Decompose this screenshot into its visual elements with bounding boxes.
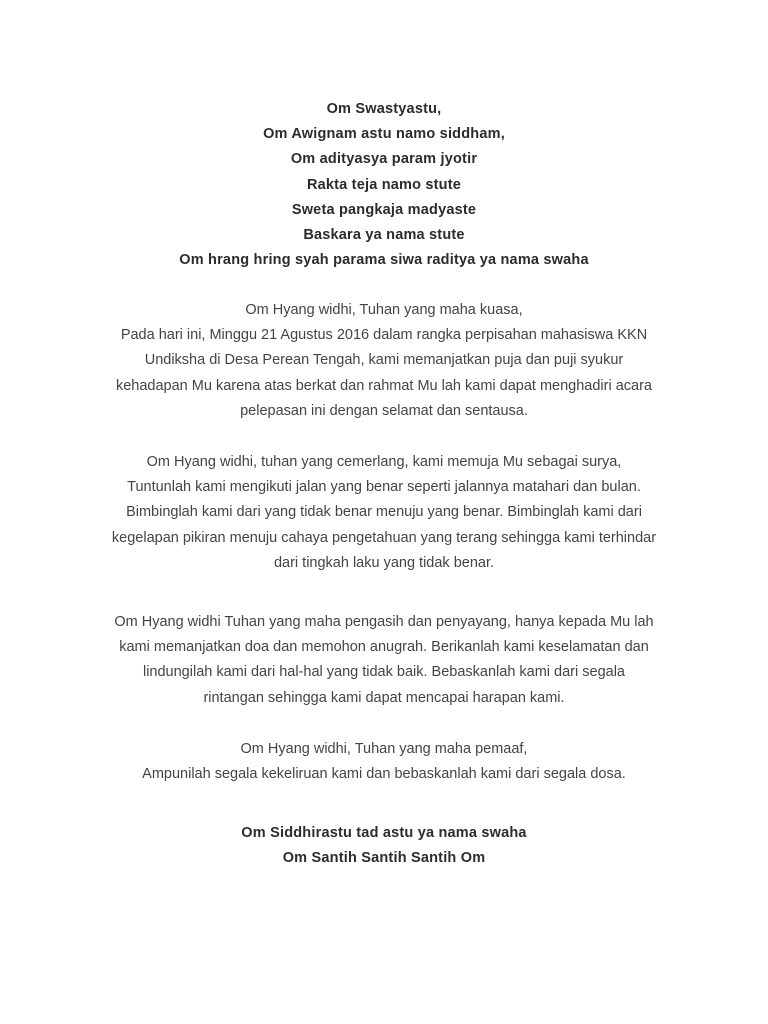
paragraph-4: [60, 737, 708, 787]
opening-line: Baskara ya nama stute: [303, 227, 465, 244]
paragraph-line: Pada hari ini, Minggu 21 Agustus 2016 dalam rangka perpisahan mahasiswa KKN: [120, 327, 648, 344]
paragraph-line: Om Hyang widhi, Tuhan yang maha kuasa,: [245, 302, 523, 318]
paragraph-line: pelepasan ini dengan selamat dan sentausa.: [240, 402, 528, 419]
closing-mantra: [60, 821, 708, 871]
paragraph-3: [60, 610, 708, 711]
opening-line: Rakta teja namo stute: [306, 176, 462, 193]
closing-line: Om Siddhirastu tad astu ya nama swaha: [241, 825, 527, 841]
paragraph-line: Ampunilah segala kekeliruan kami dan bebaskanlah kami dari segala dosa.: [142, 766, 626, 783]
opening-mantra: [60, 97, 708, 273]
paragraph-line: dari tingkah laku yang tidak benar.: [273, 554, 495, 571]
closing-line: Om Santih Santih Santih Om: [282, 850, 486, 867]
paragraph-line: Om Hyang widhi Tuhan yang maha pengasih dan penyayang, hanya kepada Mu lah: [114, 614, 654, 630]
paragraph-line: lindungilah kami dari hal-hal yang tidak baik. Bebaskanlah kami dari segala: [142, 664, 625, 681]
opening-line: Om hrang hring syah parama siwa raditya ya nama swaha: [179, 252, 589, 269]
paragraph-2: [60, 450, 708, 576]
paragraph-line: Bimbinglah kami dari yang tidak benar menuju yang benar. Bimbinglah kami dari: [126, 504, 642, 521]
paragraph-line: Om Hyang widhi, Tuhan yang maha pemaaf,: [240, 741, 528, 757]
paragraph-line: Undiksha di Desa Perean Tengah, kami memanjatkan puja dan puji syukur: [144, 352, 624, 369]
paragraph-1: [60, 298, 708, 424]
paragraph-line: Tuntunlah kami mengikuti jalan yang benar seperti jalannya matahari dan bulan.: [127, 479, 641, 496]
opening-line: Sweta pangkaja madyaste: [291, 201, 477, 218]
opening-line: Om Swastyastu,: [326, 101, 442, 117]
paragraph-line: rintangan sehingga kami dapat mencapai harapan kami.: [203, 689, 565, 706]
paragraph-line: kehadapan Mu karena atas berkat dan rahmat Mu lah kami dapat menghadiri acara: [115, 377, 652, 394]
paragraph-line: kami memanjatkan doa dan memohon anugrah. Berikanlah kami keselamatan dan: [119, 639, 649, 656]
paragraph-line: kegelapan pikiran menuju cahaya pengetahuan yang terang sehingga kami terhindar: [111, 529, 657, 546]
opening-line: Om Awignam astu namo siddham,: [263, 126, 505, 143]
paragraph-line: Om Hyang widhi, tuhan yang cemerlang, kami memuja Mu sebagai surya,: [146, 454, 622, 470]
opening-line: Om adityasya param jyotir: [290, 151, 478, 168]
